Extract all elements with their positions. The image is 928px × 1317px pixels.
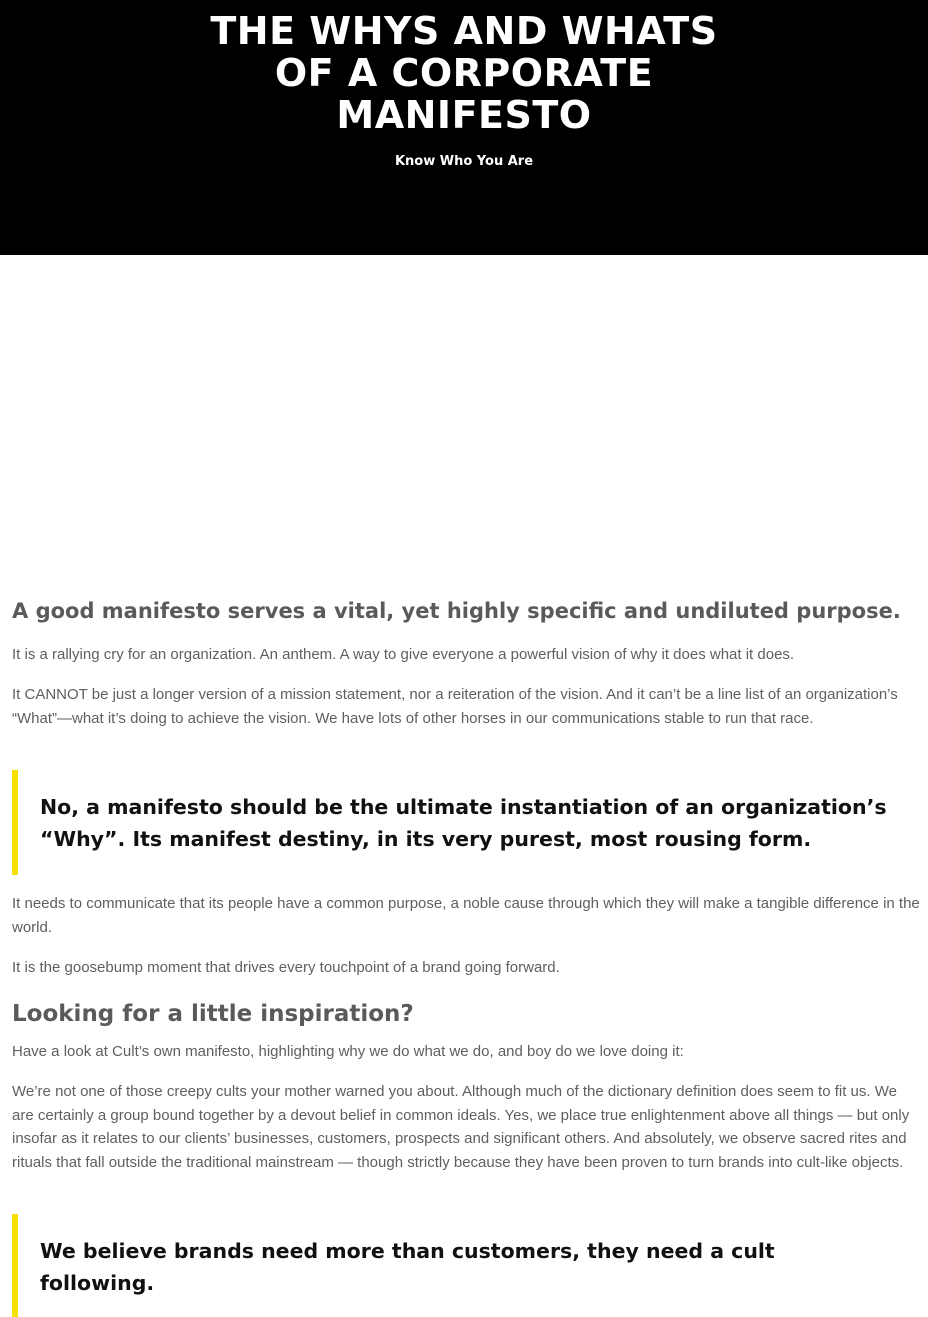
paragraph: It needs to communicate that its people have a common purpose, a noble cause through which they will make a tangible difference in the world. — [12, 895, 920, 936]
pull-quote — [12, 770, 916, 875]
paragraph: It is the goosebump moment that drives every touchpoint of a brand going forward. — [12, 959, 560, 976]
section-heading-inspiration: Looking for a little inspiration? — [12, 1001, 414, 1027]
page-title-line: THE WHYS AND WHATS — [210, 9, 718, 53]
paragraph: Have a look at Cult’s own manifesto, highlighting why we do what we do, and boy do we love doing it: — [12, 1043, 684, 1060]
page-subtitle: Know Who You Are — [394, 154, 534, 169]
hero-banner — [0, 0, 928, 255]
pull-quote-text: We believe brands need more than customers, they need a cult following. — [40, 1239, 775, 1295]
pull-quote-text: No, a manifesto should be the ultimate instantiation of an organization’s “Why”. Its manifest destiny, in its very purest, most rousing form. — [40, 795, 887, 851]
page-title-line: OF A CORPORATE — [274, 51, 654, 95]
section-heading-purpose: A good manifesto serves a vital, yet highly specific and undiluted purpose. — [12, 599, 901, 623]
paragraph: We’re not one of those creepy cults your mother warned you about. Although much of the dictionary definition does seem to fit us. We are certainly a group bound together by a devout belief in common ideals. Yes, we place true enlightenment above all things — but only insofar as it relates to our clients’ businesses, customers, prospects and significant others. And absolutely, we observe sacred rites and rituals that fall outside the traditional mainstream — though strictly because they have been proven to turn brands into cult-like objects. — [12, 1083, 910, 1171]
page-title-line: MANIFESTO — [336, 93, 592, 137]
pull-quote — [12, 1214, 916, 1317]
paragraph: It CANNOT be just a longer version of a mission statement, nor a reiteration of the vision. And it can’t be a line list of an organization’s “What”—what it’s doing to achieve the vision. We have lots of other horses in our communications stable to run that race. — [12, 686, 898, 727]
page-title — [0, 10, 928, 136]
paragraph: It is a rallying cry for an organization. An anthem. A way to give everyone a powerful vision of why it does what it does. — [12, 646, 795, 663]
